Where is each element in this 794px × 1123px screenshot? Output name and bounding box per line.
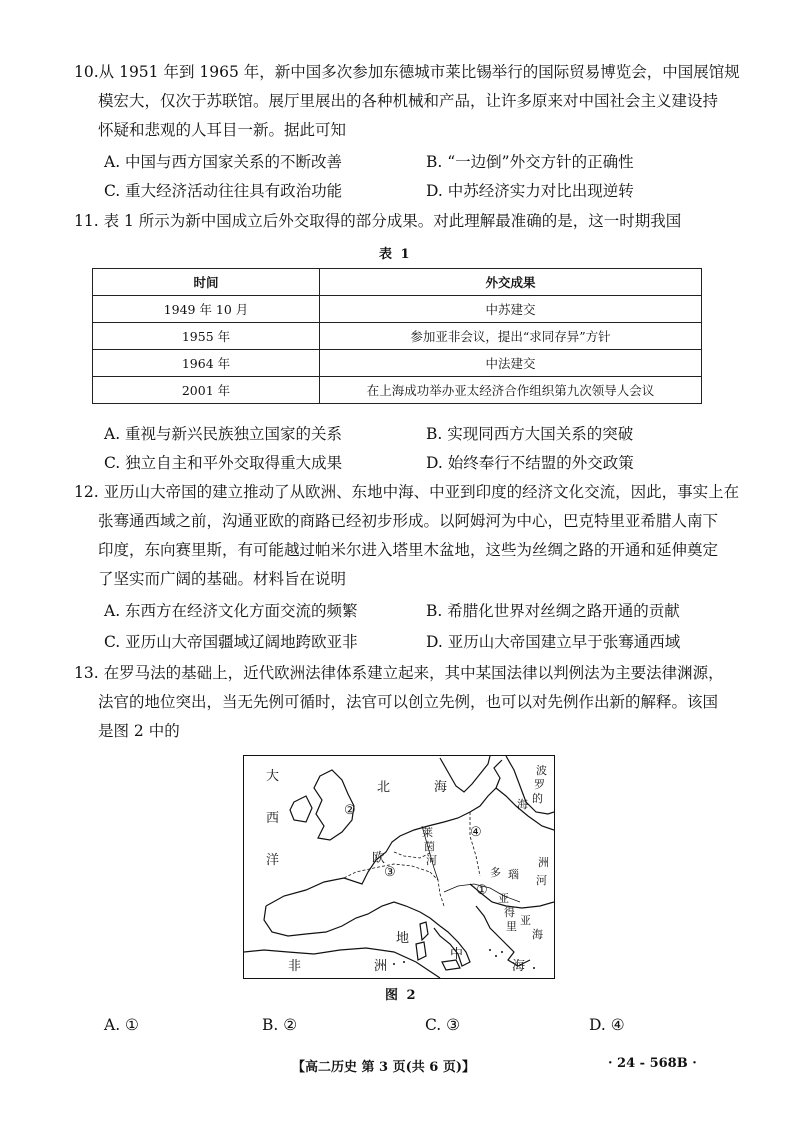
q13-option-b[interactable]: B. ② xyxy=(262,1016,298,1034)
table-header-result: 外交成果 xyxy=(320,269,702,296)
map-label-atlantic-1: 大 xyxy=(266,769,280,784)
map-label-adriatic-2: 得 xyxy=(504,906,515,919)
map-label-med-1: 地 xyxy=(396,931,410,946)
map-label-atlantic-3: 洋 xyxy=(266,853,280,868)
table-1-caption: 表 1 xyxy=(379,247,412,262)
map-label-rhine-2: 茵 xyxy=(424,840,435,853)
table-cell-time: 1949 年 10 月 xyxy=(93,296,320,323)
q10-option-b[interactable]: B. “一边倒”外交方针的正确性 xyxy=(426,153,634,171)
table-cell-result: 在上海成功举办亚太经济合作组织第九次领导人会议 xyxy=(320,377,702,404)
table-cell-time: 1964 年 xyxy=(93,350,320,377)
map-label-danube-2: 瑙 xyxy=(508,868,519,881)
table-1 xyxy=(92,268,702,404)
map-label-adriatic-1: 亚 xyxy=(498,892,509,905)
question-10 xyxy=(74,58,740,145)
figure-2-caption: 图 2 xyxy=(385,988,418,1003)
question-10-line-2: 模宏大，仅次于苏联馆。展厅里展出的各种机械和产品，让许多原来对中国社会主义建设持 xyxy=(98,92,719,110)
map-label-baltic-3: 的 xyxy=(532,792,543,805)
question-12-line-4: 了坚实而广阔的基础。材料旨在说明 xyxy=(98,570,347,588)
map-label-adriatic-3: 里 xyxy=(506,920,517,933)
question-10-line-3: 怀疑和悲观的人耳目一新。据此可知 xyxy=(98,121,347,139)
question-13-line-2: 法官的地位突出，当无先例可循时，法官可以创立先例，也可以对先例作出新的解释。该国 xyxy=(98,693,719,711)
q11-option-c[interactable]: C. 独立自主和平外交取得重大成果 xyxy=(104,454,343,472)
question-12 xyxy=(74,478,740,594)
table-row xyxy=(93,296,702,323)
question-11 xyxy=(74,207,734,236)
q13-option-d[interactable]: D. ④ xyxy=(589,1016,625,1034)
q11-option-d[interactable]: D. 始终奉行不结盟的外交政策 xyxy=(426,454,634,472)
map-label-adriatic-4: 亚 xyxy=(520,914,531,927)
europe-map xyxy=(243,755,555,979)
question-11-line-1: 11. 表 1 所示为新中国成立后外交取得的部分成果。对此理解最准确的是，这一时期我国 xyxy=(74,212,682,230)
map-label-continent: 洲 xyxy=(538,856,549,869)
table-header-time: 时间 xyxy=(93,269,320,296)
map-label-med-2: 中 xyxy=(450,947,464,962)
map-label-danube-3: 河 xyxy=(536,874,547,887)
map-label-baltic-1: 波 xyxy=(536,764,547,777)
map-label-rhine-3: 河 xyxy=(426,854,437,867)
map-label-baltic-4: 海 xyxy=(517,798,528,811)
q10-option-d[interactable]: D. 中苏经济实力对比出现逆转 xyxy=(426,182,634,200)
map-label-sea: 海 xyxy=(434,780,448,795)
page-footer-code: · 24 - 568B · xyxy=(608,1056,697,1071)
q13-option-c[interactable]: C. ③ xyxy=(425,1016,461,1034)
table-row xyxy=(93,323,702,350)
table-cell-time: 1955 年 xyxy=(93,323,320,350)
q13-option-a[interactable]: A. ① xyxy=(104,1016,139,1034)
table-cell-result: 中法建交 xyxy=(320,350,702,377)
question-10-line-1: 10.从 1951 年到 1965 年，新中国多次参加东德城市莱比锡举行的国际贸易博览会，中国展馆规 xyxy=(74,63,740,81)
map-label-europe: 欧 xyxy=(372,851,386,866)
question-13-line-3: 是图 2 中的 xyxy=(98,722,180,740)
table-cell-result: 中苏建交 xyxy=(320,296,702,323)
question-12-line-1: 12. 亚历山大帝国的建立推动了从欧洲、东地中海、中亚到印度的经济文化交流，因此，事实上在 xyxy=(74,483,740,501)
q11-option-a[interactable]: A. 重视与新兴民族独立国家的关系 xyxy=(104,425,343,443)
question-12-line-3: 印度，东向赛里斯，有可能越过帕米尔进入塔里木盆地，这些为丝绸之路的开通和延伸奠定 xyxy=(98,541,719,559)
map-marker-4: ④ xyxy=(470,825,482,840)
table-cell-time: 2001 年 xyxy=(93,377,320,404)
table-row xyxy=(93,350,702,377)
map-label-africa-2: 洲 xyxy=(374,959,388,974)
table-cell-result: 参加亚非会议，提出“求同存异”方针 xyxy=(320,323,702,350)
map-label-danube-1: 多 xyxy=(490,866,501,879)
map-label-med-3: 海 xyxy=(512,959,526,974)
question-13 xyxy=(74,659,734,746)
q10-option-c[interactable]: C. 重大经济活动往往具有政治功能 xyxy=(104,182,343,200)
map-marker-1: ① xyxy=(476,883,488,898)
map-label-adriatic-5: 海 xyxy=(532,928,543,941)
q12-option-b[interactable]: B. 希腊化世界对丝绸之路开通的贡献 xyxy=(426,602,680,620)
q12-option-d[interactable]: D. 亚历山大帝国建立早于张骞通西域 xyxy=(426,633,681,651)
map-label-rhine-1: 莱 xyxy=(422,826,433,839)
q12-option-a[interactable]: A. 东西方在经济文化方面交流的频繁 xyxy=(104,602,358,620)
question-13-line-1: 13. 在罗马法的基础上，近代欧洲法律体系建立起来，其中某国法律以判例法为主要法律渊源， xyxy=(74,664,724,682)
q12-option-c[interactable]: C. 亚历山大帝国疆域辽阔地跨欧亚非 xyxy=(104,633,358,651)
map-marker-2: ② xyxy=(344,803,356,818)
table-header-row xyxy=(93,269,702,296)
question-12-line-2: 张骞通西域之前，沟通亚欧的商路已经初步形成。以阿姆河为中心，巴克特里亚希腊人南下 xyxy=(98,512,719,530)
q10-option-a[interactable]: A. 中国与西方国家关系的不断改善 xyxy=(104,153,343,171)
map-marker-3: ③ xyxy=(384,865,396,880)
map-label-africa-1: 非 xyxy=(288,959,302,974)
map-label-baltic-2: 罗 xyxy=(534,778,545,791)
table-row xyxy=(93,377,702,404)
map-label-north: 北 xyxy=(377,780,391,795)
page-footer-center: 【高二历史 第 3 页(共 6 页)】 xyxy=(292,1060,476,1075)
map-label-atlantic-2: 西 xyxy=(266,811,280,826)
q11-option-b[interactable]: B. 实现同西方大国关系的突破 xyxy=(426,425,634,443)
